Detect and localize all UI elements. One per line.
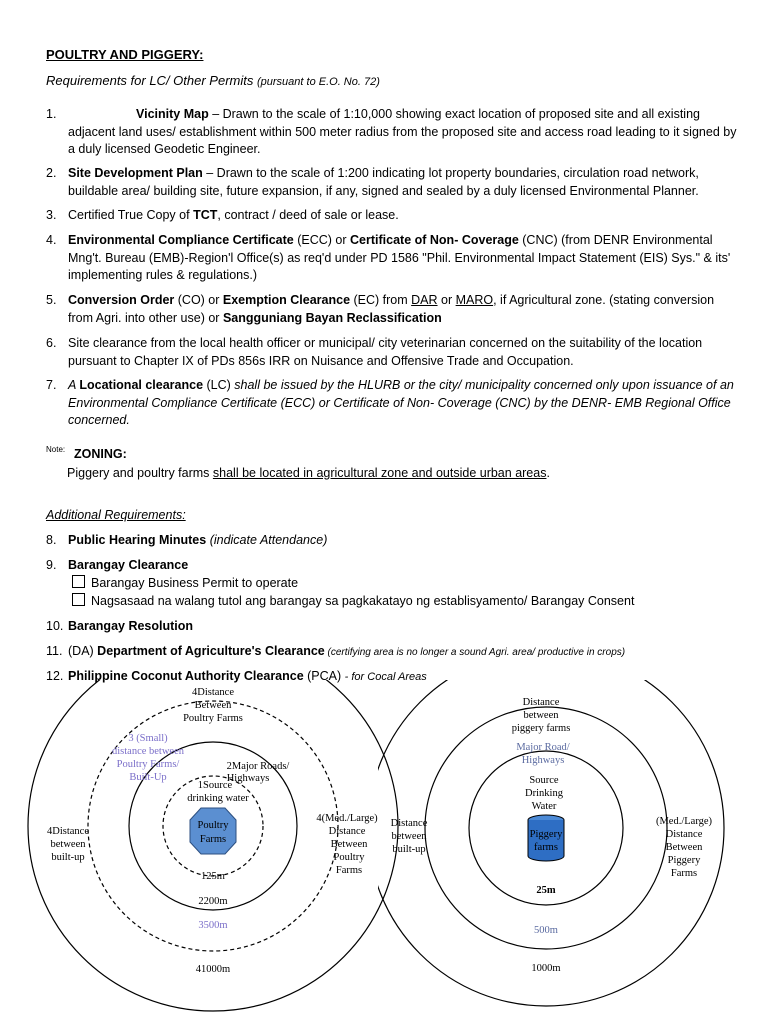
item-heading: Philippine Coconut Authority Clearance	[68, 669, 304, 683]
item-number: 12.	[46, 669, 64, 683]
page-subtitle	[46, 73, 380, 88]
item-text: (EC) from	[350, 293, 412, 307]
diagram-label: between	[391, 831, 427, 842]
diagram-label: 4Distance	[47, 826, 89, 837]
item-heading: Locational clearance	[79, 378, 204, 392]
item-heading: Barangay Resolution	[68, 619, 194, 633]
diagram-label: Drinking	[525, 788, 563, 799]
item-heading: Public Hearing Minutes	[68, 533, 207, 547]
item-heading: Environmental Compliance Certificate	[68, 233, 294, 247]
diagram-label: built-up	[51, 852, 85, 863]
page-title: POULTRY AND PIGGERY:	[46, 47, 204, 62]
item-text: (DA)	[68, 644, 98, 658]
zoning-text-a: Piggery and poultry farms	[67, 466, 213, 480]
diagram-label: 1Source	[197, 780, 233, 791]
piggery-distance-diagram	[378, 680, 768, 1024]
item-italic-text: shall be issued by the HLURB or the city/ municipality concerned only upon issuance of an Environmental Compliance Certificate (ECC) or Certificate of Non- Coverage (CNC) by the DENR- EMB Regional Office concerned.	[68, 378, 734, 427]
item-number: 11.	[46, 644, 63, 658]
item-number: 2.	[46, 166, 57, 180]
diagram-label: (Med./Large)	[655, 816, 713, 827]
subtitle-main: Requirements for LC/ Other Permits	[46, 73, 254, 88]
radius-label-1000m: 1000m	[531, 963, 561, 974]
diagram-label: Source	[529, 775, 559, 786]
item-heading: Conversion Order	[68, 293, 175, 307]
piggery-center-label: Piggery	[529, 829, 563, 840]
piggery-cylinder-body	[528, 820, 564, 861]
diagram-label: Piggery	[667, 855, 701, 866]
item-text: – Drawn to the scale of 1:200 indicating lot property boundaries, circulation road network, buildable area/ building site, future expansion, if any, signed and sealed by a duly licensed Environmental Planner.	[68, 166, 699, 198]
item-heading: Sangguniang Bayan Reclassification	[222, 310, 442, 325]
item-number: 6.	[46, 336, 57, 350]
diagram-label: Distance	[390, 818, 428, 829]
item-number: 9.	[46, 558, 57, 572]
item-text: Certified True Copy of	[68, 208, 194, 222]
subtitle-note: (pursuant to E.O. No. 72)	[256, 76, 380, 88]
diagram-label: Between	[330, 839, 368, 850]
item-text: , contract / deed of sale or lease.	[217, 208, 399, 222]
checkbox-row-barangay-consent[interactable]	[72, 593, 634, 608]
zoning-heading: ZONING:	[74, 447, 127, 461]
diagram-label: Distance	[665, 829, 703, 840]
piggery-center-label: farms	[534, 842, 558, 853]
item-text: , if Agricultural zone. (stating conversion from Agri. into other use) or	[68, 293, 715, 325]
checkbox[interactable]	[72, 575, 85, 588]
radius-label-25m: 25m	[536, 885, 556, 896]
item-italic-text: (indicate Attendance)	[206, 533, 328, 547]
checkbox-label: Barangay Business Permit to operate	[91, 576, 299, 590]
diagram-label: between	[50, 839, 86, 850]
diagram-label: Poultry Farms/	[116, 759, 180, 770]
diagram-label: Major Road/	[516, 742, 570, 753]
item-heading: Barangay Clearance	[68, 558, 189, 572]
diagram-label: piggery farms	[511, 723, 571, 734]
item-text: (CNC) (from DENR Environmental Mng't. Bureau (EMB)-Region'l Office(s) as req'd under PD 1586 "Phil. Environmental Impact Statement (EIS) Sys." & its' implementing rules & regulations.)	[68, 233, 731, 282]
item-number: 7.	[46, 378, 57, 392]
item-number: 3.	[46, 208, 57, 222]
note-label: Note:	[46, 445, 66, 454]
item-text: (LC)	[203, 378, 235, 392]
radius-label-1000m: 41000m	[195, 964, 231, 975]
diagram-label: Built-Up	[129, 772, 167, 783]
item-text: (CO) or	[174, 293, 223, 307]
diagram-label: Distance	[522, 697, 560, 708]
item-number: 8.	[46, 533, 57, 547]
checkbox-row-business-permit[interactable]	[72, 575, 298, 590]
item-text: or	[437, 293, 456, 307]
poultry-farm-octagon	[190, 808, 236, 854]
diagram-label: Poultry	[333, 852, 365, 863]
radius-label-25m: 125m	[201, 871, 225, 882]
item-text: – Drawn to the scale of 1:10,000 showing exact location of proposed site and all existing adjacent land uses/ establishment within 500 meter radius from the proposed site and access road leading to it signed by a duly licensed Geodetic Engineer.	[68, 107, 737, 156]
zoning-text-b: .	[546, 466, 550, 480]
item-heading: Vicinity Map	[136, 107, 209, 121]
maro-link-text: MARO	[455, 293, 494, 307]
item-heading: Department of Agriculture's Clearance	[97, 644, 325, 658]
diagram-label: Highways	[521, 755, 565, 766]
item-number: 10.	[46, 619, 64, 633]
diagram-label: Between	[194, 700, 232, 711]
item-heading: TCT	[193, 208, 218, 222]
diagram-label: 4(Med./Large)	[316, 813, 378, 824]
poultry-center-label: Poultry	[197, 820, 229, 831]
diagram-label: built-up	[392, 844, 426, 855]
item-text: A	[68, 378, 80, 392]
diagram-label: drinking water	[187, 793, 249, 804]
item-number: 4.	[46, 233, 57, 247]
diagram-label: 3 (Small)	[128, 733, 168, 744]
item-italic-text: - for Cocal Areas	[344, 671, 427, 683]
zoning-underlined: shall be located in agricultural zone and outside urban areas	[212, 466, 547, 480]
item-italic-text: (certifying area is no longer a sound Agri. area/ productive in crops)	[324, 647, 626, 658]
item-heading: Exemption Clearance	[222, 293, 351, 307]
checkbox-label: Nagsasaad na walang tutol ang barangay sa pagkakatayo ng establisyamento/ Barangay Consent	[91, 594, 635, 608]
diagram-label: Farms	[335, 865, 363, 876]
item-text: (ECC) or	[293, 233, 351, 247]
item-heading: Site Development Plan	[68, 166, 203, 180]
diagram-label: Water	[531, 801, 557, 812]
checkbox[interactable]	[72, 593, 85, 606]
diagram-label: 4Distance	[192, 687, 234, 698]
diagram-label: Between	[665, 842, 703, 853]
poultry-center-label: Farms	[199, 834, 227, 845]
radius-label-500m: 500m	[534, 925, 558, 936]
diagram-label: 2Major Roads/	[226, 761, 290, 772]
item-text: Site clearance from the local health officer or municipal/ city veterinarian concerned on the suitability of the location pursuant to Chapter IX of PDs 856s IRR on Nuisance and Offensive Trade and Occupation.	[68, 336, 703, 368]
dar-link-text: DAR	[411, 293, 438, 307]
item-number: 1.	[46, 107, 57, 121]
radius-label-500m: 3500m	[198, 920, 228, 931]
item-number: 5.	[46, 293, 57, 307]
item-text: (PCA)	[303, 669, 345, 683]
zoning-text	[67, 466, 550, 480]
poultry-distance-diagram	[0, 680, 400, 1024]
diagram-label: between	[523, 710, 559, 721]
additional-heading: Additional Requirements:	[46, 508, 186, 522]
diagram-label: distance between	[111, 746, 185, 757]
item-heading: Certificate of Non- Coverage	[350, 233, 519, 247]
diagram-label: Highways	[226, 773, 270, 784]
diagram-label: Poultry Farms	[183, 713, 243, 724]
radius-label-200m: 2200m	[198, 896, 228, 907]
diagram-label: Distance	[328, 826, 366, 837]
diagram-label: Farms	[670, 868, 698, 879]
